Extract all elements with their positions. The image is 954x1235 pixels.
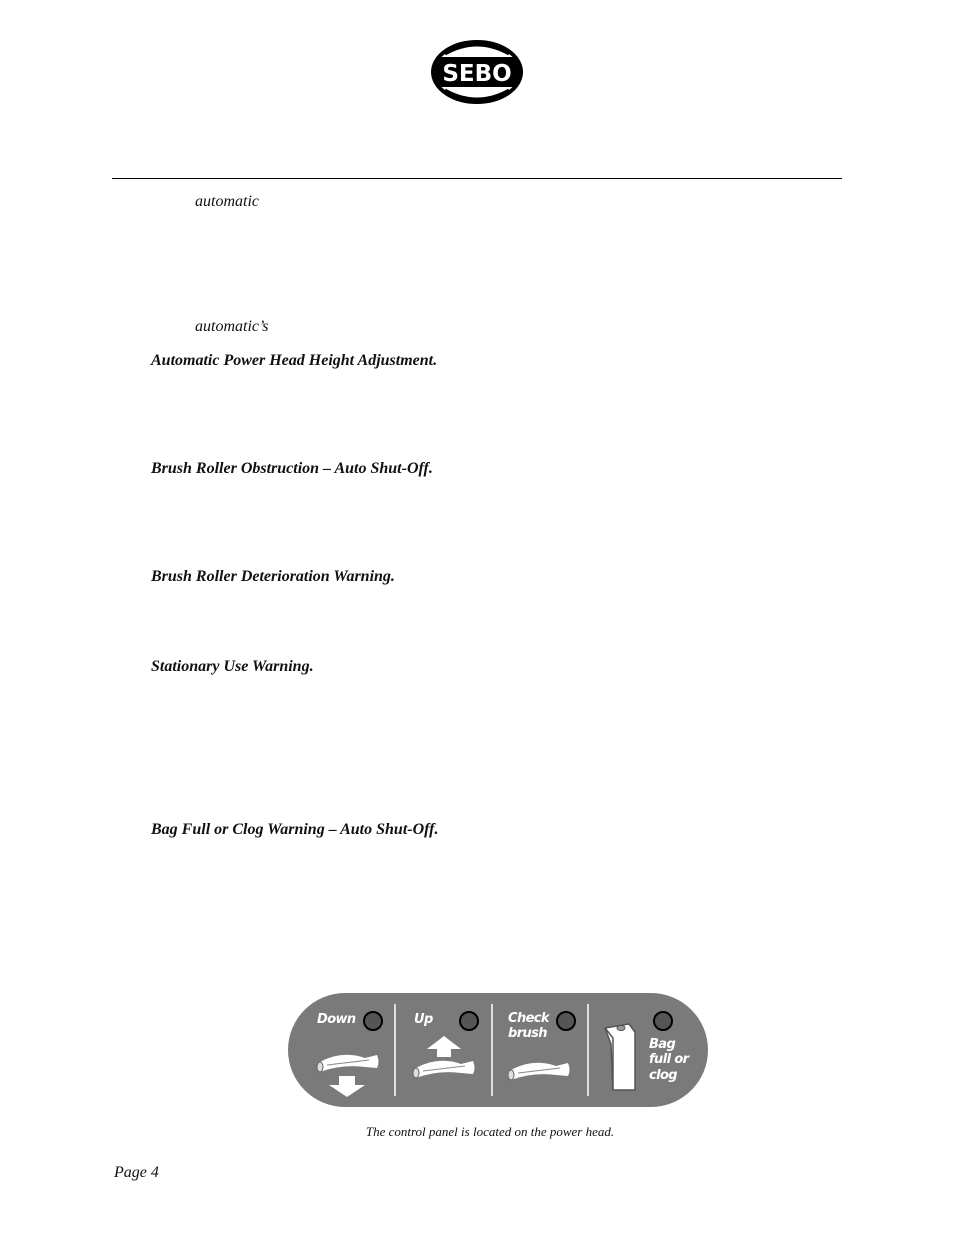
figure-caption: The control panel is located on the power head. [365, 1124, 615, 1139]
sebo-logo [431, 40, 523, 104]
body-word-automatic: automatic [195, 193, 259, 210]
heading-stationary-use: Stationary Use Warning. [151, 658, 314, 675]
body-word-automatics: automatic’s [195, 318, 269, 335]
label-clog: clog [649, 1068, 677, 1083]
label-full-or: full or [649, 1052, 689, 1067]
led-bag-full [654, 1012, 672, 1030]
logo-text: SEBO [442, 61, 512, 87]
heading-height-adjustment: Automatic Power Head Height Adjustment. [151, 352, 438, 369]
label-check: Check [508, 1011, 549, 1026]
heading-brush-deterioration: Brush Roller Deterioration Warning. [151, 568, 395, 585]
label-up: Up [414, 1012, 433, 1027]
label-brush: brush [508, 1026, 547, 1041]
label-down: Down [317, 1012, 356, 1027]
heading-bag-full-clog: Bag Full or Clog Warning – Auto Shut-Off. [151, 821, 439, 838]
header-divider [112, 178, 842, 179]
label-bag: Bag [649, 1037, 676, 1052]
led-down [364, 1012, 382, 1030]
page-number: Page 4 [114, 1164, 159, 1181]
control-panel [287, 992, 709, 1108]
led-check-brush [557, 1012, 575, 1030]
heading-brush-obstruction: Brush Roller Obstruction – Auto Shut-Off. [151, 460, 433, 477]
led-up [460, 1012, 478, 1030]
